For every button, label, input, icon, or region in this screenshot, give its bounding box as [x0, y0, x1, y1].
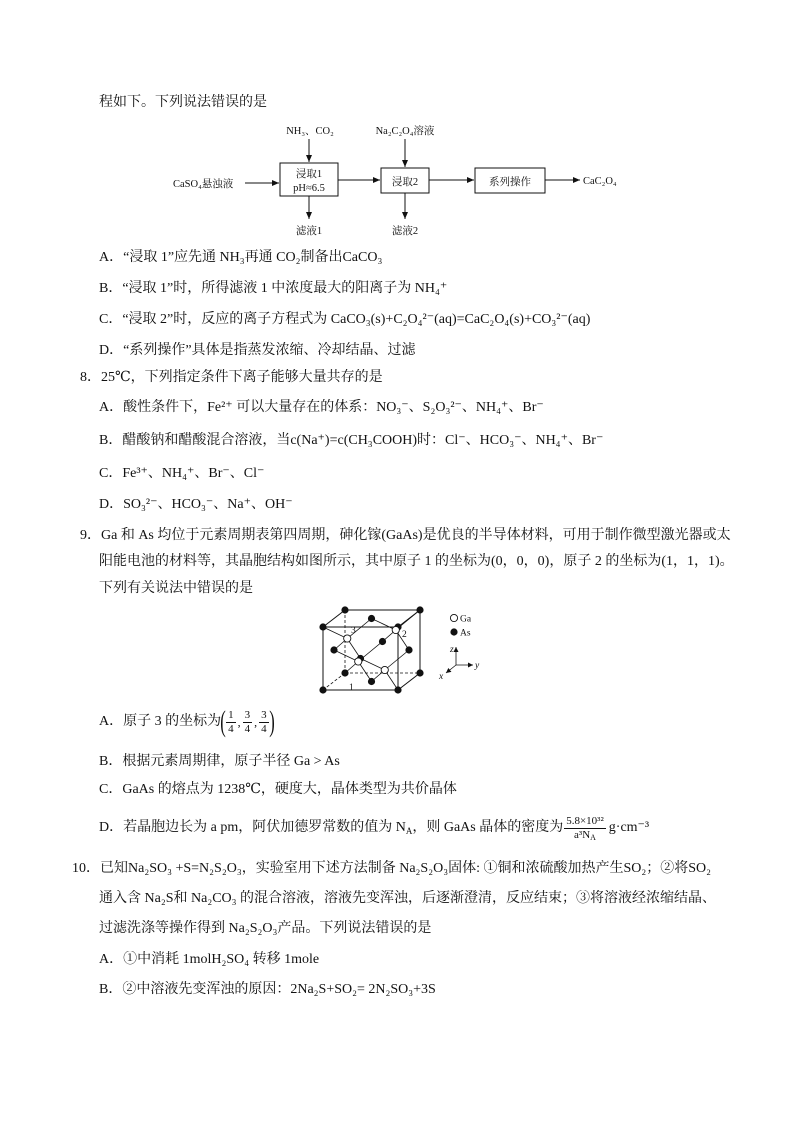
- step2-name: 浸取2: [391, 177, 419, 188]
- density-unit: g·cm⁻³: [608, 820, 650, 835]
- legend-as-label: As: [460, 628, 471, 639]
- as-atom: [319, 623, 326, 630]
- step3-name: 系列操作: [489, 177, 531, 188]
- q8-option-d: D．SO₃²⁻、HCO₃⁻、Na⁺、OH⁻: [99, 497, 293, 512]
- cube-edge: [323, 610, 345, 627]
- q7-option-d: D．“系列操作”具体是指蒸发浓缩、冷却结晶、过滤: [99, 343, 416, 358]
- q7-option-c: C．“浸取 2”时，反应的离子方程式为 CaCO₃(s)+C₂O₄²⁻(aq)=CaC₂O₄(s)+CO₃²⁻(aq): [99, 312, 591, 327]
- fraction-denominator: 4: [244, 722, 251, 735]
- filtrate-1-label: 滤液1: [295, 226, 323, 237]
- q7-stem-tail: 程如下。下列说法错误的是: [99, 95, 267, 110]
- fraction-denominator: 4: [261, 722, 267, 735]
- product-label: CaC₂O₄: [583, 176, 617, 187]
- q9-option-c: C．GaAs 的熔点为 1238℃，硬度大，晶体类型为共价晶体: [99, 782, 457, 797]
- ga-atom: [392, 626, 399, 633]
- q8-stem: 8．25℃，下列指定条件下离子能够大量共存的是: [80, 370, 383, 385]
- bond-line: [385, 650, 409, 670]
- coordinate-separator: ,: [237, 715, 241, 729]
- step1-condition: pH≈6.5: [293, 183, 325, 194]
- coordinate-y-fraction: [243, 709, 253, 736]
- q7-option-b: B．“浸取 1”时，所得滤液 1 中浓度最大的阳离子为 NH₄⁺: [99, 281, 448, 296]
- as-atom: [416, 669, 423, 676]
- density-numerator: 5.8×10³²: [566, 814, 604, 827]
- reagent-2-label: Na₂C₂O₄溶液: [375, 126, 435, 137]
- q9-option-b: B．根据元素周期律，原子半径 Ga > As: [99, 754, 340, 769]
- coordinate-separator: ,: [254, 715, 258, 729]
- atom-label-1: 1: [349, 683, 354, 693]
- as-atom: [341, 606, 348, 613]
- coordinate-close-paren: ): [268, 705, 275, 738]
- fraction-denominator: 4: [228, 722, 234, 735]
- legend-as-marker: [450, 628, 457, 635]
- density-denominator: [572, 829, 598, 842]
- q10-stem-line-1: 10．已知Na₂SO₃ +S=N₂S₂O₃，实验室用下述方法制备 Na₂S₂O₃固体: ①铜和浓硫酸加热产生SO₂；②将SO₂: [72, 861, 712, 876]
- q9-stem-line-2: 阳能电池的材料等，其晶胞结构如图所示，其中原子 1 的坐标为(0，0，0)，原子 2 的坐标为(1，1，1)。: [99, 554, 734, 569]
- x-axis-label: x: [439, 672, 444, 682]
- y-axis-label: y: [475, 661, 480, 671]
- q8-option-b: B．醋酸钠和醋酸混合溶液，当c(Na⁺)=c(CH₃COOH)时：Cl⁻、HCO₃⁻、NH₄⁺、Br⁻: [99, 433, 604, 448]
- avogadro-subscript: A: [405, 826, 413, 836]
- feed-label: CaSO₄悬浊液: [173, 179, 234, 190]
- legend-ga-marker: [450, 614, 457, 621]
- q9-option-d-text: [99, 813, 563, 843]
- z-axis-label: z: [450, 645, 454, 655]
- ga-atom: [344, 635, 351, 642]
- step1-name: 浸取1: [295, 169, 323, 180]
- density-fraction: [564, 815, 606, 842]
- as-atom: [405, 646, 412, 653]
- ga-atom: [355, 658, 362, 665]
- density-denominator-main: a³N: [574, 828, 591, 841]
- q7-option-a: A．“浸取 1”应先通 NH₃再通 CO₂制备出CaCO₃: [99, 250, 383, 265]
- legend-ga-label: Ga: [460, 614, 472, 625]
- coordinate-open-paren: (: [220, 705, 226, 738]
- crystal-lattice: [319, 606, 423, 693]
- q10-stem-line-2: 通入含 Na₂S和 Na₂CO₃ 的混合溶液，溶液先变浑浊，后逐渐澄清，反应结束；③将溶液经浓缩结晶、: [99, 891, 717, 906]
- fraction-numerator: 3: [244, 708, 251, 721]
- q10-option-b: B．②中溶液先变浑浊的原因：2Na₂S+SO₂= 2N₂SO₃+3S: [99, 982, 436, 997]
- as-atom: [394, 686, 401, 693]
- cube-edge: [398, 673, 420, 690]
- q9-option-d: [99, 813, 649, 843]
- hidden-cube-edge: [323, 673, 345, 690]
- ga-atom: [381, 666, 388, 673]
- density-denominator-subscript: A: [590, 832, 596, 842]
- q10-option-a: A．①中消耗 1molH₂SO₄ 转移 1mole: [99, 952, 320, 967]
- q9-option-d-text-2: ，则 GaAs 晶体的密度为: [412, 820, 564, 835]
- q9-option-d-text-1: D．若晶胞边长为 a pm，阿伏加德罗常数的值为 N: [99, 820, 406, 835]
- x-axis: [446, 665, 456, 673]
- q10-stem-line-3: 过滤洗涤等操作得到 Na₂S₂O₃产品。下列说法错误的是: [99, 921, 432, 936]
- atom-label-2: 2: [402, 630, 407, 640]
- q9-stem-line-3: 下列有关说法中错误的是: [99, 581, 253, 596]
- as-atom: [368, 615, 375, 622]
- reagent-1-label: NH₃、CO₂: [286, 126, 334, 137]
- coordinate-z-fraction: [259, 709, 269, 736]
- filtrate-2-label: 滤液2: [391, 226, 419, 237]
- q9-option-a: [99, 707, 274, 737]
- as-atom: [379, 638, 386, 645]
- as-atom: [368, 678, 375, 685]
- atom-label-3: 3: [351, 626, 356, 636]
- coordinate-x-fraction: [226, 709, 236, 736]
- as-atom: [319, 686, 326, 693]
- as-atom: [416, 606, 423, 613]
- as-atom: [341, 669, 348, 676]
- q8-option-a: A．酸性条件下，Fe²⁺ 可以大量存在的体系：NO₃⁻、S₂O₃²⁻、NH₄⁺、Br⁻: [99, 400, 544, 415]
- fraction-numerator: 3: [261, 708, 267, 721]
- fraction-numerator: 1: [228, 708, 234, 721]
- flow-diagram: [160, 115, 640, 245]
- q8-option-c: C．Fe³⁺、NH₄⁺、Br⁻、Cl⁻: [99, 466, 265, 481]
- q9-stem-line-1: 9．Ga 和 As 均位于元素周期表第四周期，砷化镓(GaAs)是优良的半导体材料，可用于制作微型激光器或太: [80, 528, 731, 543]
- q9-option-a-text: A．原子 3 的坐标为: [99, 714, 222, 729]
- as-atom: [330, 646, 337, 653]
- gaas-unit-cell-figure: [310, 598, 500, 698]
